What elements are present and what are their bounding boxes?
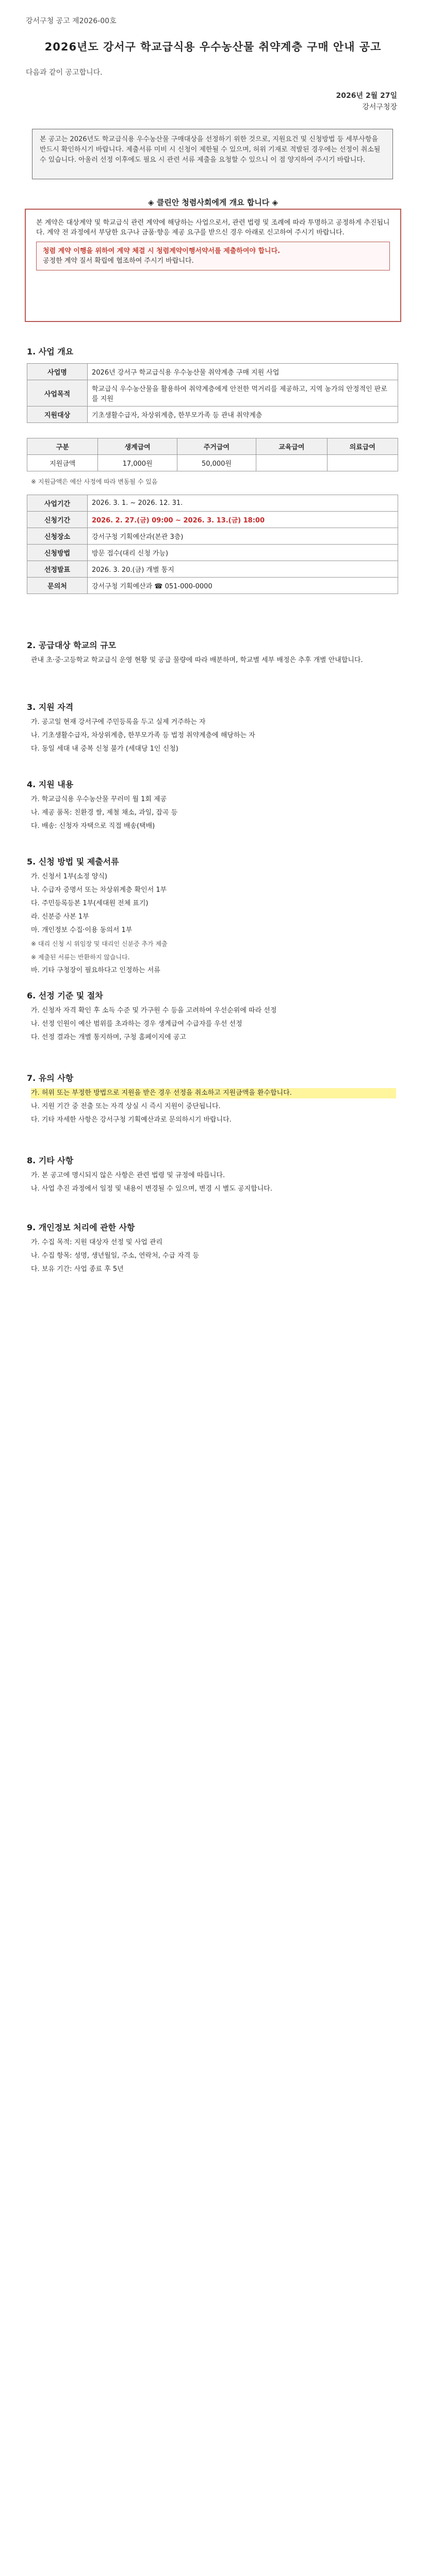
list-item: 다. 배송: 신청자 자택으로 직접 배송(택배) [31,822,155,830]
row-key: 신청장소 [27,528,88,545]
amount-cell: 50,000원 [177,455,256,471]
section-2-heading: 2. 공급대상 학교의 규모 [27,640,117,650]
table-row [27,438,398,455]
section-8-body [31,1171,396,1197]
amount-cell: 지원금액 [27,455,98,471]
row-key: 사업목적 [27,380,88,406]
row-value: 2026년 강서구 학교급식용 우수농산물 취약계층 구매 지원 사업 [88,364,398,380]
announcement-number: 강서구청 공고 제2026-00호 [26,17,117,25]
row-key: 신청방법 [27,545,88,561]
section-9-heading: 9. 개인정보 처리에 관한 사항 [27,1223,135,1232]
row-key: 사업기간 [27,495,88,512]
amount-head: 주거급여 [177,438,256,455]
list-item: 가. 수집 목적: 지원 대상자 선정 및 사업 관리 [31,1239,163,1246]
table-row [27,495,398,512]
page-title: 2026년도 강서구 학교급식용 우수농산물 취약계층 구매 안내 공고 [44,41,382,53]
list-item: 가. 허위 또는 부정한 방법으로 지원을 받은 경우 선정을 취소하고 지원금액을 환수합니다. [31,1088,396,1098]
list-item: 다. 주민등록등본 1부(세대원 전체 표기) [31,900,149,907]
list-item: 가. 신청서 1부(소정 양식) [31,873,107,880]
section-8-heading: 8. 기타 사항 [27,1156,74,1165]
section-1-heading: 1. 사업 개요 [27,347,74,357]
list-item: 가. 신청자 자격 확인 후 소득 수준 및 가구원 수 등을 고려하여 우선순위에 따라 선정 [31,1007,277,1014]
list-item: 가. 본 공고에 명시되지 않은 사항은 관련 법령 및 규정에 따릅니다. [31,1172,225,1179]
schedule-table [27,495,398,594]
row-key: 지원대상 [27,406,88,423]
row-value: 기초생활수급자, 차상위계층, 한부모가족 등 관내 취약계층 [88,406,398,423]
amount-cell: 17,000원 [98,455,177,471]
amount-head: 교육급여 [256,438,327,455]
clean-section-inner [36,242,390,270]
row-value: 학교급식 우수농산물을 활용하여 취약계층에게 안전한 먹거리를 제공하고, 지역 농가의 안정적인 판로를 지원 [88,380,398,406]
amount-head: 의료급여 [327,438,398,455]
section-5-heading: 5. 신청 방법 및 제출서류 [27,857,119,867]
section-5-body [31,872,396,979]
row-value: 강서구청 기획예산과(본관 3층) [88,528,398,545]
table-row [27,406,398,423]
table-row [27,380,398,406]
list-item: 다. 보유 기간: 사업 종료 후 5년 [31,1265,124,1273]
list-note: ※ 대리 신청 시 위임장 및 대리인 신분증 추가 제출 [31,940,168,947]
table-row [27,512,398,528]
table-row [27,528,398,545]
list-item: 다. 동일 세대 내 중복 신청 불가 (세대당 1인 신청) [31,745,178,753]
overview-table [27,363,398,423]
amount-head: 구분 [27,438,98,455]
section-4-heading: 4. 지원 내용 [27,779,74,789]
table-row [27,455,398,471]
list-item: 나. 수집 항목: 성명, 생년월일, 주소, 연락처, 수급 자격 등 [31,1252,199,1260]
row-key: 신청기간 [27,512,88,528]
page-subtitle: 다음과 같이 공고합니다. [26,69,103,77]
amount-note: ※ 지원금액은 예산 사정에 따라 변동될 수 있음 [31,478,158,485]
amount-cell [256,455,327,471]
amount-table [27,438,398,471]
list-item: 나. 사업 추진 과정에서 일정 및 내용이 변경될 수 있으며, 변경 시 별도 공지합니다. [31,1185,272,1193]
section-3-body [31,717,396,757]
list-item: 나. 지원 기간 중 전출 또는 자격 상실 시 즉시 지원이 중단됩니다. [31,1103,221,1110]
list-item: 마. 개인정보 수집·이용 동의서 1부 [31,926,133,934]
row-key: 선정발표 [27,561,88,578]
list-item: 나. 선정 인원이 예산 범위를 초과하는 경우 생계급여 수급자를 우선 선정 [31,1020,242,1028]
section-4-body [31,794,396,835]
clean-inner-line2: 공정한 계약 질서 확립에 협조하여 주시기 바랍니다. [43,257,194,265]
row-key: 사업명 [27,364,88,380]
table-row [27,545,398,561]
list-item: 가. 학교급식용 우수농산물 꾸러미 월 1회 제공 [31,795,167,803]
clean-section-label: ◈ 클린안 청렴사회에게 개요 합니다 ◈ [148,198,278,207]
clean-section-box [25,209,401,322]
list-item: 가. 공고일 현재 강서구에 주민등록을 두고 실제 거주하는 자 [31,718,206,726]
row-value: 2026. 3. 20.(금) 개별 통지 [88,561,398,578]
announcement-date: 2026년 2월 27일 [336,92,397,100]
section-7-heading: 7. 유의 사항 [27,1073,74,1083]
list-note: ※ 제출된 서류는 반환하지 않습니다. [31,954,130,961]
table-row [27,364,398,380]
row-key: 문의처 [27,578,88,594]
section-2-text: 관내 초·중·고등학교 학교급식 운영 현황 및 공급 물량에 따라 배분하며, 학교별 세부 배정은 추후 개별 안내합니다. [31,656,363,664]
amount-cell [327,455,398,471]
list-item: 다. 선정 결과는 개별 통지하며, 구청 홈페이지에 공고 [31,1033,186,1041]
row-value: 방문 접수(대리 신청 가능) [88,545,398,561]
clean-section-intro: 본 계약은 대상계약 및 학교급식 관련 계약에 해당하는 사업으로서, 관련 법령 및 조례에 따라 투명하고 공정하게 추진됩니다. 계약 전 과정에서 부당한 요구나 금품·향응 제공 요구를 받으신 경우 아래로 신고하여 주시기 바랍니다. [36,219,390,236]
section-3-heading: 3. 지원 자격 [27,702,74,712]
list-item: 바. 기타 구청장이 필요하다고 인정하는 서류 [31,967,160,974]
section-6-body [31,1006,396,1046]
amount-head: 생계급여 [98,438,177,455]
date-block [336,90,397,113]
row-value: 2026. 3. 1. ~ 2026. 12. 31. [88,495,398,512]
list-item: 다. 기타 자세한 사항은 강서구청 기획예산과로 문의하시기 바랍니다. [31,1116,232,1124]
list-item: 나. 수급자 증명서 또는 차상위계층 확인서 1부 [31,886,167,894]
list-item: 라. 신분증 사본 1부 [31,913,89,921]
clean-inner-line1: 청렴 계약 이행을 위하여 계약 체결 시 청렴계약이행서약서를 제출하여야 합니다. [43,247,281,255]
row-value: 강서구청 기획예산과 ☎ 051-000-0000 [88,578,398,594]
table-row [27,578,398,594]
table-row [27,561,398,578]
list-item: 나. 기초생활수급자, 차상위계층, 한부모가족 등 법정 취약계층에 해당하는 자 [31,732,255,739]
list-item: 나. 제공 품목: 친환경 쌀, 제철 채소, 과일, 잡곡 등 [31,809,178,817]
issuing-org: 강서구청장 [362,103,397,111]
section-9-body [31,1238,396,1278]
row-value: 2026. 2. 27.(금) 09:00 ~ 2026. 3. 13.(금) 18:00 [88,512,398,528]
section-7-body [31,1088,396,1128]
notice-box: 본 공고는 2026년도 학교급식용 우수농산물 구매대상을 선정하기 위한 것으로, 지원요건 및 신청방법 등 세부사항을 반드시 확인하시기 바랍니다. 제출서류 미비 시 신청이 제한될 수 있으며, 허위 기재로 적발된 경우에는 선정이 취소될 수 있습니다. 아울러 선정 이후에도 필요 시 관련 서류 제출을 요청할 수 있으니 이 점 양지하여 주시기 바랍니다. [32,129,393,179]
section-6-heading: 6. 선정 기준 및 절차 [27,991,103,1001]
